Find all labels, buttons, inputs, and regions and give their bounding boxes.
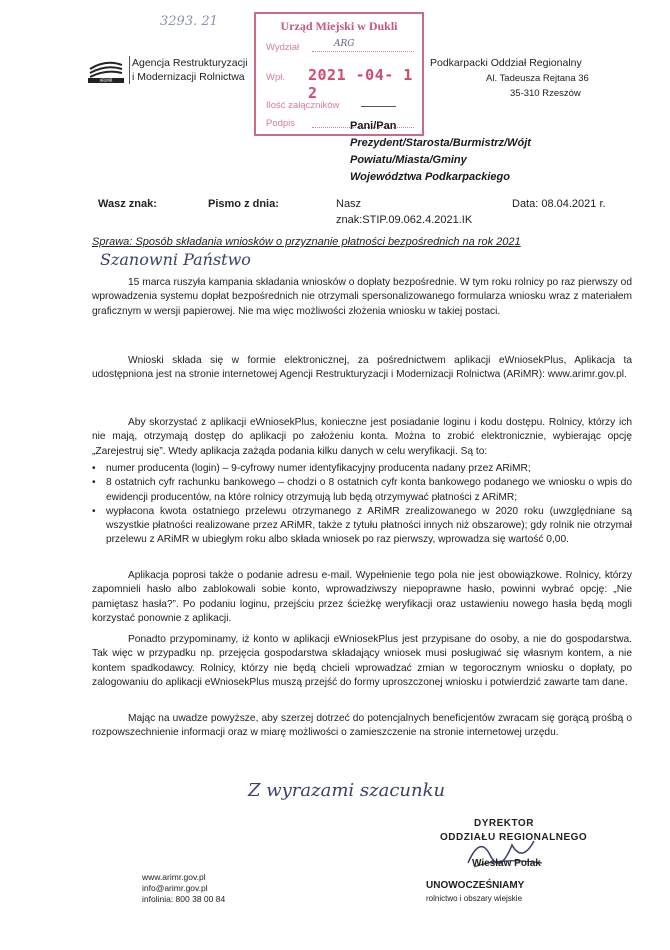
- footer-website[interactable]: www.arimr.gov.pl: [142, 872, 206, 882]
- paragraph-4: Aplikacja poprosi także o podanie adresu e-mail. Wypełnienie tego pola nie jest obowiązkowe. Rolnicy, którzy zapomnieli hasło albo zablokowali sobie konto, wprowadziwszy niepoprawne hasło, powinni wybrać opcję: „Nie pamiętasz hasła?”. Po podaniu loginu, przejściu przez ścieżkę weryfikacji oraz ustawieniu nowego hasła będą mogli korzystać ponownie z aplikacji.: [92, 570, 632, 624]
- logo-text: ARiMR: [99, 78, 113, 83]
- handwritten-reference-number: 3293. 21: [160, 14, 218, 29]
- your-reference-label: Wasz znak:: [98, 198, 157, 210]
- paragraph-5: Ponadto przypominamy, iż konto w aplikacji eWniosekPlus jest przypisane do osoby, a nie do gospodarstwa. Tak więc w przypadku np. przejęcia gospodarstwa składający wniosek musi posługiwać się własnym kontem, a nie kontem spadkodawcy. Rolnicy, którzy nie będą chcieli wprowadzać zmian w tegorocznym wniosku o dopłaty, po zalogowaniu do aplikacji eWniosekPlus muszą przejść do formy uproszczonej wniosku i potwierdzić zawarte tam dane.: [92, 634, 632, 688]
- our-reference-label: Nasz: [336, 198, 362, 210]
- office-city: 35-310 Rzeszów: [510, 88, 581, 99]
- agency-name-line2: i Modernizacji Rolnictwa: [132, 71, 245, 83]
- footer-phone: infolinia: 800 38 00 84: [142, 894, 226, 904]
- paragraph-6: Mając na uwadze powyższe, aby szerzej dotrzeć do potencjalnych beneficjentów zwracam się gorącą prośbą o rozpowszechnienie informacji oraz w miarę możliwości o zamieszczenie na stronie internetowej urzędu.: [92, 713, 632, 739]
- agency-name: [132, 56, 248, 84]
- letter-date-label: Pismo z dnia:: [208, 198, 279, 210]
- arimr-logo-icon: [88, 55, 124, 83]
- footer-email[interactable]: info@arimr.gov.pl: [142, 883, 208, 893]
- letter-date: Data: 08.04.2021 r.: [512, 198, 606, 210]
- list-item: • 8 ostatnich cyfr rachunku bankowego – chodzi o 8 ostatnich cyfr konta bankowego podanego we wniosku o wpis do ewidencji producentów, na które rolnicy otrzymują lub będą otrzymywać płatności z ARiMR;: [92, 476, 632, 505]
- office-street: Al. Tadeusza Rejtana 36: [486, 73, 589, 84]
- recipient-line2: Prezydent/Starosta/Burmistrz/Wójt: [350, 137, 531, 149]
- agency-name-line1: Agencja Restrukturyzacji: [132, 57, 248, 69]
- signature-title-1: DYREKTOR: [474, 818, 534, 829]
- paragraph-3: Aby skorzystać z aplikacji eWniosekPlus, konieczne jest posiadanie loginu i kodu dostępu. Rolnicy, którzy ich nie mają, otrzymają dostęp do aplikacji po założeniu konta. Można to zrobić elektronicznie, wybierając opcję „Zarejestruj się”. Wtedy aplikacja zażąda podania kilku danych w celu weryfikacji. Są to:: [92, 417, 632, 457]
- stamp-attachments-row: [266, 100, 414, 111]
- list-item: • numer producenta (login) – 9-cyfrowy numer identyfikacyjny producenta nadany przez ARiMR;: [92, 462, 632, 476]
- recipient-block: [350, 118, 531, 186]
- stamp-department-label: Wydział: [266, 42, 300, 53]
- stamp-attachments-label: Ilość załączników: [266, 100, 340, 111]
- footer-slogan-title: UNOWOCZEŚNIAMY: [426, 880, 525, 891]
- stamp-department-row: [266, 39, 414, 53]
- paragraph-2: Wnioski składa się w formie elektronicznej, za pośrednictwem aplikacji eWniosekPlus, Aplikacja ta udostępniona jest na stronie internetowej Agencji Restrukturyzacji i Modernizacji Rolnictwa (ARiMR): www.arimr.gov.pl.: [92, 355, 632, 381]
- verification-list: [92, 462, 632, 548]
- stamp-department-value: ARG: [334, 39, 355, 49]
- signature-title-2: ODDZIAŁU REGIONALNEGO: [440, 832, 588, 843]
- list-item: • wypłacona kwota ostatniego przelewu otrzymanego z ARiMR zrealizowanego w 2020 roku (uwzględniane są wszystkie płatności realizowane przez ARiMR, także z tytułu płatności innych niż obszarowe); gdy rolnik nie otrzymał przelewu z ARiMR w ubiegłym roku albo składa wniosek po raz pierwszy, wprowadza się wartość 0,00.: [92, 505, 632, 548]
- footer-slogan: [426, 880, 524, 903]
- paragraph-1: 15 marca ruszyła kampania składania wniosków o dopłaty bezpośrednie. W tym roku rolnicy po raz pierwszy od wprowadzenia systemu dopłat bezpośrednich nie otrzymali spersonalizowanego formularza wniosku wraz z materiałem graficznym w wersji papierowej. Nie ma więc możliwości złożenia wniosku w takiej postaci.: [92, 277, 632, 317]
- handwritten-closing: Z wyrazami szacunku: [248, 780, 446, 801]
- agency-divider: [129, 56, 130, 84]
- handwritten-greeting: Szanowni Państwo: [100, 250, 251, 269]
- stamp-date-value: 2021 -04- 1 2: [308, 66, 413, 102]
- stamp-date-label: Wpł.: [266, 72, 285, 83]
- regional-office-address: [430, 56, 589, 101]
- footer-contacts: [142, 872, 225, 905]
- our-reference-value: znak:STIP.09.062.4.2021.IK: [336, 214, 473, 226]
- stamp-title: Urząd Miejski w Dukli: [280, 19, 398, 33]
- footer-slogan-subtitle: rolnictwo i obszary wiejskie: [426, 894, 523, 903]
- recipient-line3: Powiatu/Miasta/Gminy: [350, 154, 467, 166]
- subject-line: Sprawa: Sposób składania wniosków o przyznanie płatności bezpośrednich na rok 2021: [92, 236, 521, 248]
- recipient-line4: Województwa Podkarpackiego: [350, 171, 510, 183]
- signatory-name: Wiesław Polak: [472, 858, 541, 869]
- office-name: Podkarpacki Oddział Regionalny: [430, 57, 582, 69]
- recipient-line1: Pani/Pan: [350, 120, 397, 132]
- stamp-signature-label: Podpis: [266, 118, 296, 129]
